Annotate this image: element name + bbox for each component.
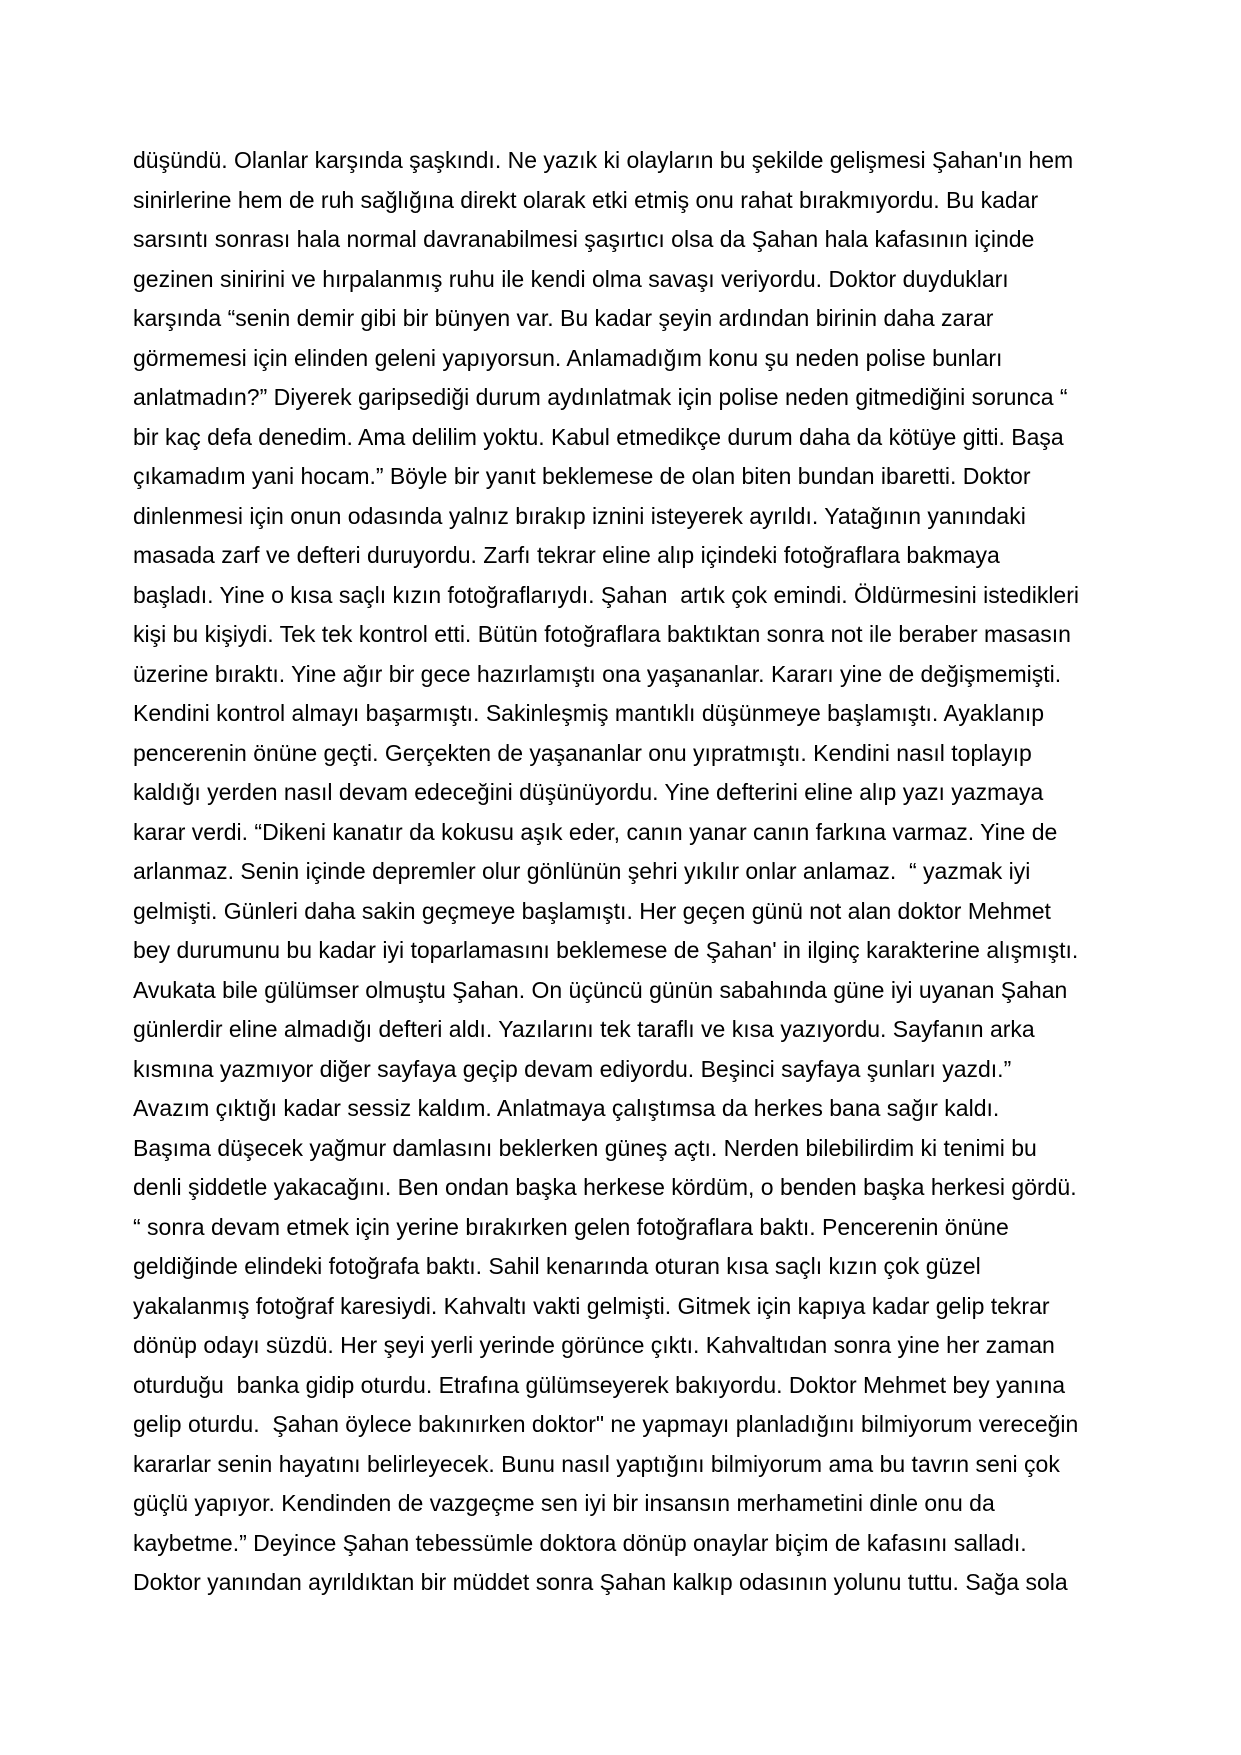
text-line: sarsıntı sonrası hala normal davranabilmesi şaşırtıcı olsa da Şahan hala kafasının içinde <box>133 226 1035 252</box>
text-line: denli şiddetle yakacağını. Ben ondan başka herkese kördüm, o benden başka herkesi gördü. <box>133 1174 1077 1200</box>
text-line: gelip oturdu. Şahan öylece bakınırken doktor" ne yapmayı planladığını bilmiyorum vereceğin <box>133 1411 1079 1437</box>
text-line: kaybetme.” Deyince Şahan tebessümle doktora dönüp onaylar biçim de kafasını salladı. <box>133 1529 1027 1556</box>
text-line: görmemesi için elinden geleni yapıyorsun. Anlamadığım konu şu neden polise bunları <box>133 344 1003 371</box>
text-line: masada zarf ve defteri duruyordu. Zarfı tekrar eline alıp içindeki fotoğraflara bakmaya <box>133 542 1000 568</box>
text-line: çıkamadım yani hocam.” Böyle bir yanıt beklemese de olan biten bundan ibaretti. Doktor <box>133 463 1031 489</box>
text-line: gezinen sinirini ve hırpalanmış ruhu ile kendi olma savaşı veriyordu. Doktor duydukları <box>133 265 1009 292</box>
text-line: düşündü. Olanlar karşında şaşkındı. Ne yazık ki olayların bu şekilde gelişmesi Şahan'ın hem <box>133 147 1074 173</box>
text-line: Kendini kontrol almayı başarmıştı. Sakinleşmiş mantıklı düşünmeye başlamıştı. Ayaklanıp <box>133 700 1045 726</box>
text-line: arlanmaz. Senin içinde depremler olur gönlünün şehri yıkılır onlar anlamaz. “ yazmak iyi <box>133 858 1031 884</box>
text-line: güçlü yapıyor. Kendinden de vazgeçme sen iyi bir insansın merhametini dinle onu da <box>133 1490 995 1516</box>
text-line: bey durumunu bu kadar iyi toparlamasını beklemese de Şahan' in ilginç karakterine alışmıştı. <box>133 937 1079 963</box>
text-line: kararlar senin hayatını belirleyecek. Bunu nasıl yaptığını bilmiyorum ama bu tavrın seni çok <box>133 1450 1060 1477</box>
text-line: sinirlerine hem de ruh sağlığına direkt olarak etki etmiş onu rahat bırakmıyordu. Bu kadar <box>133 186 1039 213</box>
text-line: üzerine bıraktı. Yine ağır bir gece hazırlamıştı ona yaşananlar. Kararı yine de değişmemişti. <box>133 660 1062 687</box>
text-line: kişi bu kişiydi. Tek tek kontrol etti. Bütün fotoğraflara baktıktan sonra not ile beraber masasın <box>133 621 1071 647</box>
text-line: “ sonra devam etmek için yerine bırakırken gelen fotoğraflara baktı. Pencerenin önüne <box>133 1213 1009 1240</box>
text-line: karşında “senin demir gibi bir bünyen var. Bu kadar şeyin ardından birinin daha zarar <box>133 305 994 331</box>
text-line: başladı. Yine o kısa saçlı kızın fotoğraflarıydı. Şahan artık çok emindi. Öldürmesini istedikleri <box>133 581 1079 608</box>
text-line: dinlenmesi için onun odasında yalnız bırakıp iznini isteyerek ayrıldı. Yatağının yanındaki <box>133 502 1026 529</box>
text-line: yakalanmış fotoğraf karesiydi. Kahvaltı vakti gelmişti. Gitmek için kapıya kadar gelip tekrar <box>133 1292 1050 1319</box>
text-line: kaldığı yerden nasıl devam edeceğini düşünüyordu. Yine defterini eline alıp yazı yazmaya <box>133 779 1044 805</box>
text-line: Avazım çıktığı kadar sessiz kaldım. Anlatmaya çalıştımsa da herkes bana sağır kaldı. <box>133 1095 1000 1121</box>
text-line: geldiğinde elindeki fotoğrafa baktı. Sahil kenarında oturan kısa saçlı kızın çok güzel <box>133 1253 981 1279</box>
text-line: gelmişti. Günleri daha sakin geçmeye başlamıştı. Her geçen günü not alan doktor Mehmet <box>133 897 1051 924</box>
text-line: Avukata bile gülümser olmuştu Şahan. On üçüncü günün sabahında güne iyi uyanan Şahan <box>133 976 1068 1003</box>
text-line: günlerdir eline almadığı defteri aldı. Yazılarını tek taraflı ve kısa yazıyordu. Sayfanın arka <box>133 1016 1035 1042</box>
text-line: Doktor yanından ayrıldıktan bir müddet sonra Şahan kalkıp odasının yolunu tuttu. Sağa sola <box>133 1569 1068 1595</box>
text-line: kısmına yazmıyor diğer sayfaya geçip devam ediyordu. Beşinci sayfaya şunları yazdı.” <box>133 1055 1012 1082</box>
text-line: bir kaç defa denedim. Ama delilim yoktu. Kabul etmedikçe durum daha da kötüye gitti. Başa <box>133 423 1064 450</box>
text-line: oturduğu banka gidip oturdu. Etrafına gülümseyerek bakıyordu. Doktor Mehmet bey yanına <box>133 1371 1066 1398</box>
document-body-text <box>133 141 1213 1603</box>
text-line: Başıma düşecek yağmur damlasını beklerken güneş açtı. Nerden bilebilirdim ki tenimi bu <box>133 1134 1037 1161</box>
text-line: pencerenin önüne geçti. Gerçekten de yaşananlar onu yıpratmıştı. Kendini nasıl toplayıp <box>133 739 1032 766</box>
text-line: karar verdi. “Dikeni kanatır da kokusu aşık eder, canın yanar canın farkına varmaz. Yine de <box>133 818 1058 845</box>
text-line: anlatmadın?” Diyerek garipsediği durum aydınlatmak için polise neden gitmediğini sorunca “ <box>133 384 1068 410</box>
text-line: dönüp odayı süzdü. Her şeyi yerli yerinde görünce çıktı. Kahvaltıdan sonra yine her zaman <box>133 1332 1055 1358</box>
